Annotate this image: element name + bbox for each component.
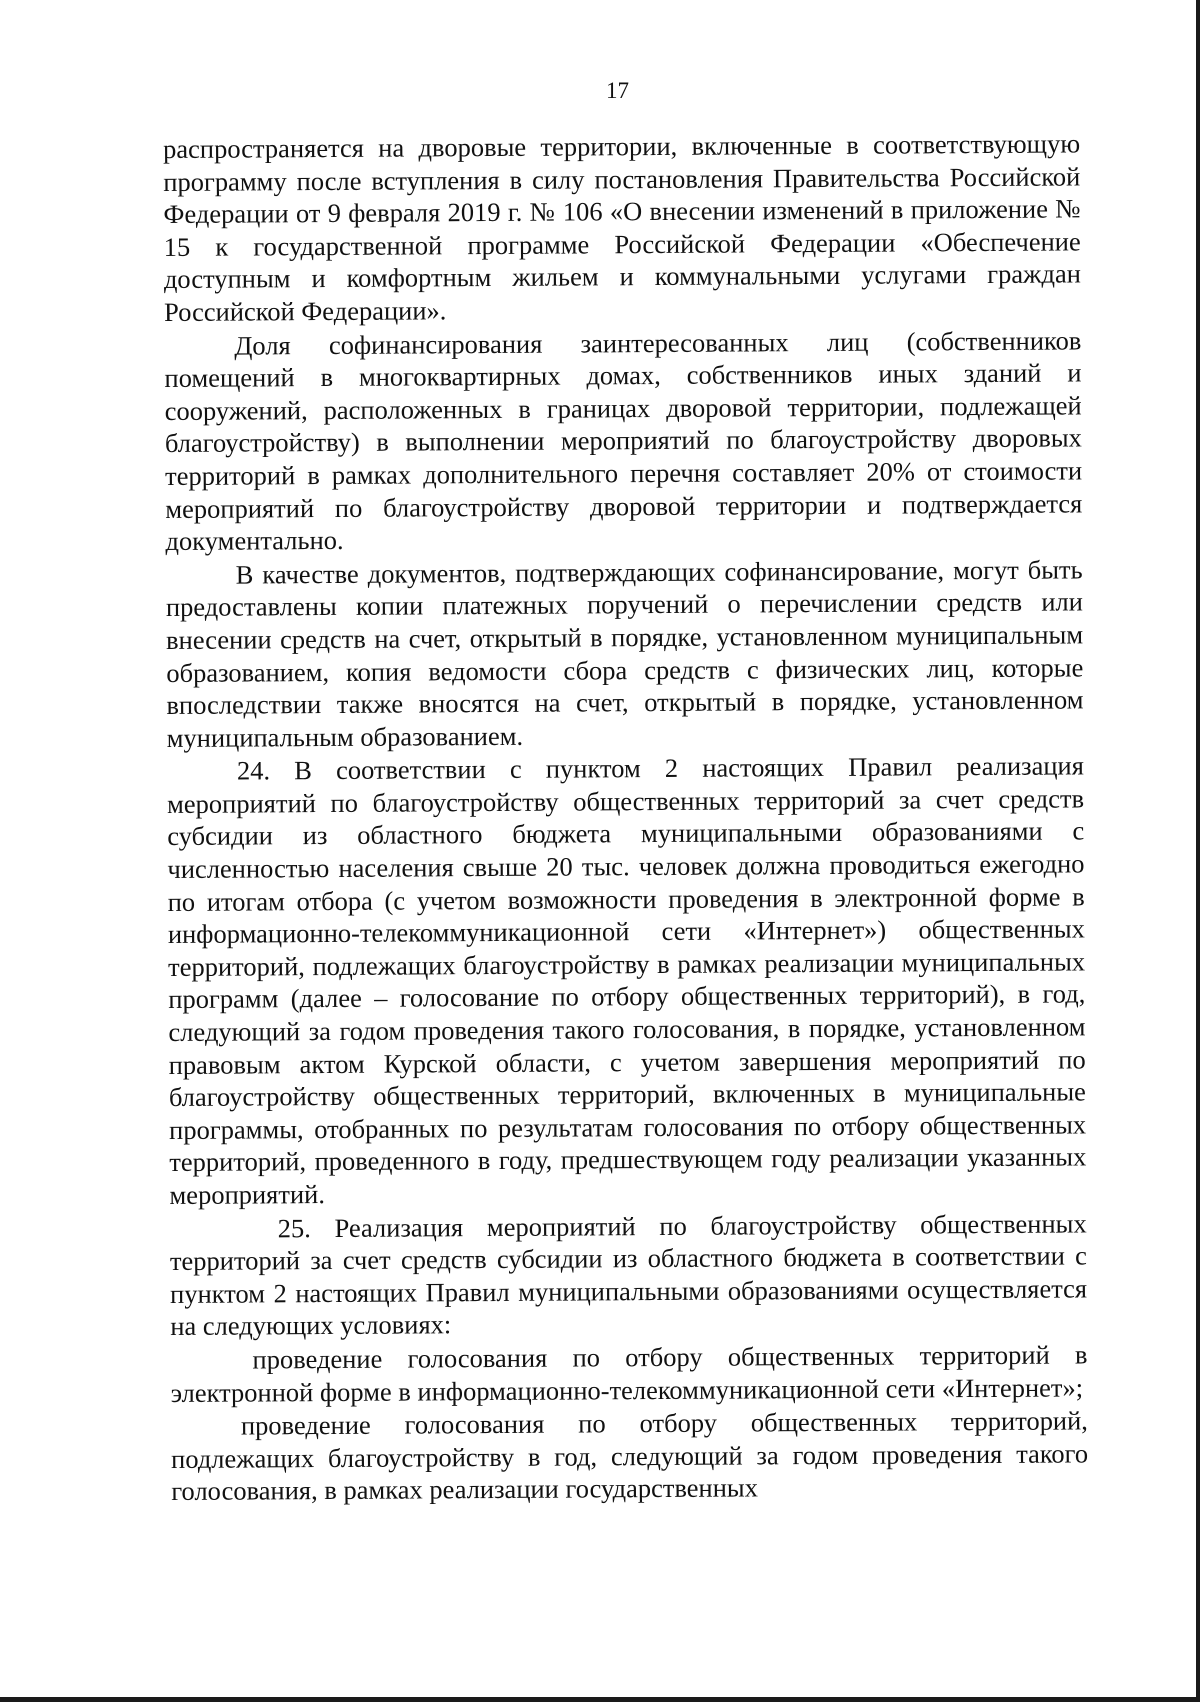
page-number: 17 [606, 78, 629, 103]
paragraph-condition-voting-period: проведение голосования по отбору общественных территорий, подлежащих благоустройству в год, следующий за годом проведения такого голосования, в рамках реализации государственных [171, 1405, 1089, 1507]
document-body [163, 127, 1088, 1508]
scan-edge-bottom [0, 1697, 1200, 1702]
paragraph-cofinancing-documents: В качестве документов, подтверждающих софинансирование, могут быть предоставлены копии платежных поручений о перечислении средств или внесении средств на счет, открытый в порядке, установленном муниципальным образованием, копия ведомости сбора средств с физических лиц, которые впоследствии также вносятся на счет, открытый в порядке, установленном муниципальным образованием. [165, 554, 1084, 753]
scan-edge-right [1196, 0, 1200, 1702]
paragraph-item-25: 25. Реализация мероприятий по благоустройству общественных территорий за счет средств субсидии из областного бюджета в соответствии с пунктом 2 настоящих Правил муниципальными образованиями осуществляется на следующих условиях: [169, 1207, 1088, 1342]
paragraph-cofinancing-share: Доля софинансирования заинтересованных лиц (собственников помещений в многоквартирных домах, собственников иных зданий и сооружений, расположенных в границах дворовой территории, подлежащей благоустройству) в выполнении мероприятий по благоустройству дворовых территорий в рамках дополнительного перечня составляет 20% от стоимости мероприятий по благоустройству дворовой территории и подтверждается документально. [164, 324, 1083, 557]
paragraph-continuation: распространяется на дворовые территории, включенные в соответствующую программу после вступления в силу постановления Правительства Российской Федерации от 9 февраля 2019 г. № 106 «О внесении изменений в приложение № 15 к государственной программе Российской Федерации «Обеспечение доступным и комфортным жильем и коммунальными услугами граждан Российской Федерации». [163, 128, 1081, 327]
paragraph-condition-online-voting: проведение голосования по отбору общественных территорий в электронной форме в информационно-телекоммуникационной сети «Интернет»; [170, 1339, 1088, 1408]
paragraph-item-24: 24. В соответствии с пунктом 2 настоящих Правил реализация мероприятий по благоустройству общественных территорий за счет средств субсидии из областного бюджета муниципальными образованиями с численностью населения свыше 20 тыс. человек должна проводиться ежегодно по итогам отбора (с учетом возможности проведения в электронной форме в информационно-телекоммуникационной сети «Интернет») общественных территорий, подлежащих благоустройству в рамках реализации муниципальных программ (далее – голосование по отбору общественных территорий), в год, следующий за годом проведения такого голосования, в порядке, установленном правовым актом Курской области, с учетом завершения мероприятий по благоустройству общественных территорий, включенных в муниципальные программы, отобранных по результатам голосования по отбору общественных территорий, проведенного в году, предшествующем году реализации указанных мероприятий. [167, 750, 1087, 1210]
